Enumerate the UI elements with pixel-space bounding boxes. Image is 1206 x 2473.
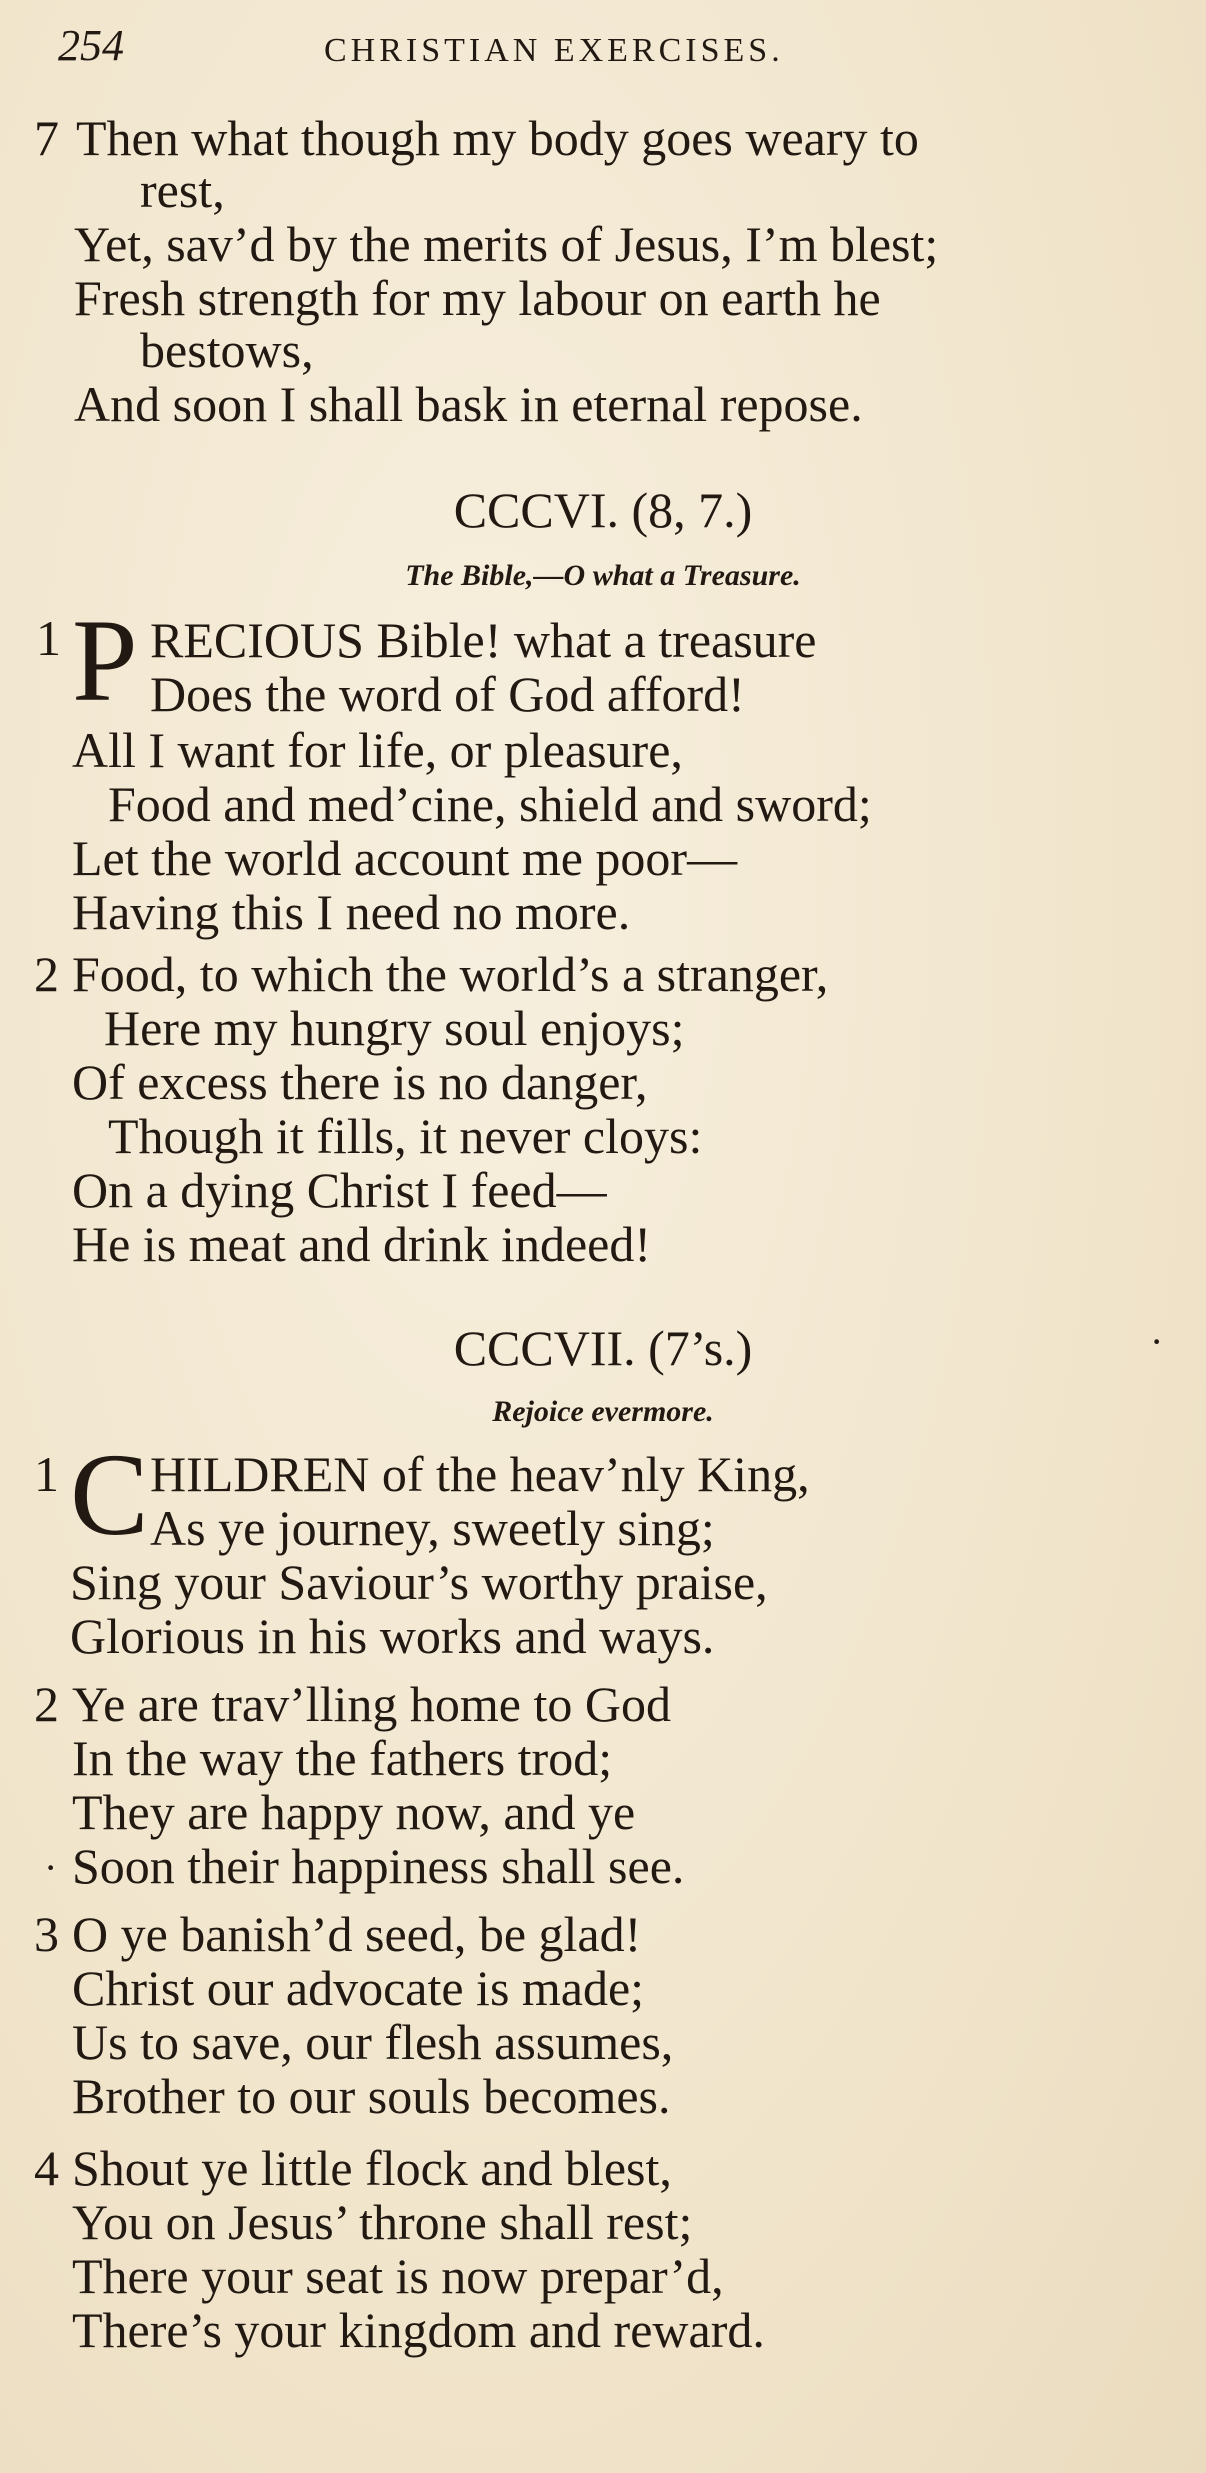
verse-line: Though it fills, it never cloys: xyxy=(108,1108,703,1164)
verse-line: Glorious in his works and ways. xyxy=(70,1608,715,1664)
hymn-title: CCCVII. (7’s.) xyxy=(453,1320,753,1376)
drop-cap: C xyxy=(70,1429,149,1560)
verse-line: Having this I need no more. xyxy=(72,884,631,940)
verse-line: He is meat and drink indeed! xyxy=(72,1216,651,1272)
verse-line: In the way the fathers trod; xyxy=(72,1730,613,1786)
drop-cap: P xyxy=(72,595,138,726)
hymn-subtitle: The Bible,—O what a Treasure. xyxy=(405,559,801,592)
running-title: CHRISTIAN EXERCISES. xyxy=(324,32,784,69)
verse-line: rest, xyxy=(140,162,225,218)
verse-line: And soon I shall bask in eternal repose. xyxy=(74,376,863,432)
stanza-number: 7 xyxy=(34,110,59,166)
page-number: 254 xyxy=(58,21,124,70)
verse-line: Food and med’cine, shield and sword; xyxy=(108,776,872,832)
hymn-title: CCCVI. (8, 7.) xyxy=(453,482,753,538)
verse-line: You on Jesus’ throne shall rest; xyxy=(72,2194,693,2250)
stanza-number: 3 xyxy=(34,1906,59,1962)
verse-line: Soon their happiness shall see. xyxy=(72,1838,685,1894)
verse-line: Then what though my body goes weary to xyxy=(76,110,919,166)
verse-line: There’s your kingdom and reward. xyxy=(72,2302,765,2358)
verse-line: Yet, sav’d by the merits of Jesus, I’m blest; xyxy=(74,216,939,272)
verse-line: O ye banish’d seed, be glad! xyxy=(72,1906,642,1962)
stanza-number: 1 xyxy=(34,1446,59,1502)
verse-line: Of excess there is no danger, xyxy=(72,1054,648,1110)
hymn-subtitle: Rejoice evermore. xyxy=(492,1395,714,1428)
stanza-number: 4 xyxy=(34,2140,59,2196)
verse-line: bestows, xyxy=(140,322,314,378)
verse-line: Brother to our souls becomes. xyxy=(72,2068,671,2124)
verse-line: Here my hungry soul enjoys; xyxy=(104,1000,685,1056)
verse-line: They are happy now, and ye xyxy=(72,1784,636,1840)
verse-line: Shout ye little flock and blest, xyxy=(72,2140,672,2196)
verse-line: Christ our advocate is made; xyxy=(72,1960,645,2016)
verse-line: As ye journey, sweetly sing; xyxy=(150,1500,715,1556)
stray-mark: · xyxy=(44,1845,58,1890)
stanza-number: 2 xyxy=(34,946,59,1002)
verse-line: Sing your Saviour’s worthy praise, xyxy=(70,1554,768,1610)
verse-line: On a dying Christ I feed— xyxy=(72,1162,607,1218)
verse-line: Us to save, our flesh assumes, xyxy=(72,2014,674,2070)
stray-mark: · xyxy=(1150,1319,1164,1364)
verse-line: HILDREN of the heav’nly King, xyxy=(150,1446,810,1502)
verse-line: Let the world account me poor— xyxy=(72,830,738,886)
verse-line: Does the word of God afford! xyxy=(150,666,745,722)
verse-line: There your seat is now prepar’d, xyxy=(72,2248,724,2304)
stanza-number: 1 xyxy=(36,610,61,666)
page-header xyxy=(58,20,1166,76)
verse-line: RECIOUS Bible! what a treasure xyxy=(150,612,817,668)
verse-line: Food, to which the world’s a stranger, xyxy=(72,946,829,1002)
verse-line: Ye are trav’lling home to God xyxy=(72,1676,671,1732)
verse-line: Fresh strength for my labour on earth he xyxy=(74,270,881,326)
verse-line: All I want for life, or pleasure, xyxy=(72,722,683,778)
stanza-number: 2 xyxy=(34,1676,59,1732)
